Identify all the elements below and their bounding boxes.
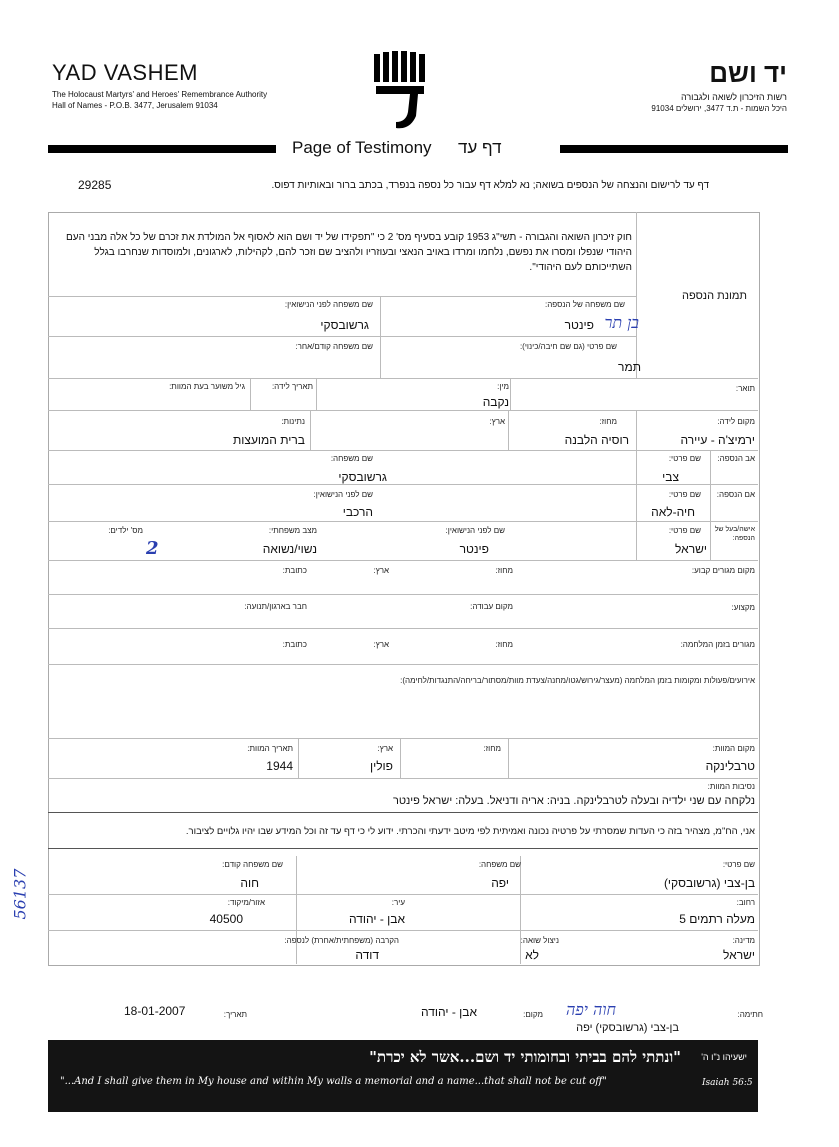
dob-label: תאריך לידה: bbox=[271, 382, 313, 391]
district-label: מחוז: bbox=[599, 417, 617, 426]
workplace-label: מקום עבודה: bbox=[470, 602, 513, 611]
footer-quote-he: "ונתתי להם בביתי ובחומותי יד ושם...אשר לא יכרת" bbox=[369, 1048, 681, 1066]
first-name-value[interactable]: תמר bbox=[618, 360, 641, 374]
country-label: ארץ: bbox=[489, 417, 505, 426]
title-bar-right bbox=[560, 145, 788, 153]
margin-number: 56137 bbox=[10, 868, 30, 920]
nationality-value[interactable]: ברית המועצות bbox=[233, 433, 305, 447]
declaration-text: אני, הח"מ, מצהיר בזה כי העדות שמסרתי על פרטיה נכונה ואמיתית לפי מיטב ידעתי והכרתי. ידוע לי כי דף עד זה וכל המידע שבו יהיו גלויים לציבור. bbox=[185, 826, 755, 837]
page-title-en: Page of Testimony bbox=[292, 138, 432, 157]
submitter-surname-value[interactable]: יפה bbox=[491, 876, 509, 890]
submitter-street-value[interactable]: מעלה רתמים 5 bbox=[679, 912, 755, 926]
org-name-he: יד ושם bbox=[709, 58, 787, 88]
organization-label: חבר בארגון/תנועה: bbox=[244, 602, 307, 611]
title-label: תואר: bbox=[735, 384, 755, 393]
birthplace-label: מקום לידה: bbox=[717, 417, 755, 426]
submitter-city-label: עיר: bbox=[391, 898, 405, 907]
father-first-label: שם פרטי: bbox=[668, 454, 701, 463]
death-country-label: ארץ: bbox=[377, 744, 393, 753]
mother-first-value[interactable]: חיה-לאה bbox=[651, 505, 695, 519]
surname-handwritten: בן תר bbox=[604, 313, 639, 332]
death-place-label: מקום המוות: bbox=[712, 744, 755, 753]
spouse-first-label: שם פרטי: bbox=[668, 526, 701, 535]
photo-label: תמונת הנספה bbox=[682, 290, 747, 302]
gender-label: מין: bbox=[497, 382, 509, 391]
footer-ref-en: Isaiah 56:5 bbox=[702, 1078, 753, 1088]
marital-status-value[interactable]: נשוי/נשואה bbox=[262, 542, 317, 556]
residence-address-label: כתובת: bbox=[282, 566, 307, 575]
occupation-label: מקצוע: bbox=[731, 603, 755, 612]
law-text: חוק זיכרון השואה והגבורה - תשי"ג 1953 קובע בסעיף מס' 2 כי "תפקידו של יד ושם הוא לאסוף אל המולדת את זכרם של כל אלה מבני העם היהודי שנפלו ומסרו את נפשם, נלחמו ומרדו באויב הנאצי ובעוזריו ולהציב שם וזכר להם, לקהילות, לארגונים, ולמוסדות שנחרבו בגלל השתייכותם לעם היהודי". bbox=[66, 232, 632, 273]
wartime-activities-label: אירועים/פעולות ומקומות בזמן המלחמה (מעצר/גירוש/גטו/מחנה/צעדת מוות/מסתור/בריחה/התנגדות/לחימה): bbox=[400, 676, 755, 685]
address-en: Hall of Names - P.O.B. 3477, Jerusalem 91034 bbox=[52, 101, 218, 110]
gender-value[interactable]: נקבה bbox=[482, 395, 509, 409]
submitter-city-value[interactable]: אבן - יהודה bbox=[349, 912, 405, 926]
surname-label: שם משפחה של הנספה: bbox=[544, 300, 625, 309]
submitter-first-value[interactable]: בן-צבי (גרשובסקי) bbox=[663, 876, 755, 890]
relation-value[interactable]: דודה bbox=[355, 948, 379, 962]
death-country-value[interactable]: פולין bbox=[369, 759, 393, 773]
submitter-street-label: רחוב: bbox=[736, 898, 755, 907]
mother-first-label: שם פרטי: bbox=[668, 490, 701, 499]
survivor-label: ניצול שואה: bbox=[520, 936, 559, 945]
residence-district-label: מחוז: bbox=[495, 566, 513, 575]
wartime-country-label: ארץ: bbox=[373, 640, 389, 649]
age-label: גיל משוער בעת המוות: bbox=[169, 382, 245, 391]
org-name-en: YAD VASHEM bbox=[52, 60, 198, 85]
spouse-side-label: אישה/בעל של הנספה: bbox=[714, 526, 755, 542]
address-he: היכל השמות - ת.ד 3477, ירושלים 91034 bbox=[651, 104, 787, 113]
signature-place-value[interactable]: אבן - יהודה bbox=[421, 1005, 477, 1019]
death-date-value[interactable]: 1944 bbox=[266, 759, 293, 773]
intro-line: דף עד לרישום והנצחה של הנספים בשואה; נא למלא דף עבור כל נספה בנפרד, בכתב ברור ובאותיות דפוס. bbox=[271, 180, 709, 191]
submitter-country-label: מדינה: bbox=[732, 936, 755, 945]
death-circumstances-value[interactable]: נלקחה עם שני ילדיה ובעלה לטרבלינקה. בניה: אריה ודניאל. בעלה: ישראל פינטר bbox=[392, 795, 755, 807]
residence-label: מקום מגורים קבוע: bbox=[691, 566, 755, 575]
yad-vashem-logo bbox=[370, 50, 432, 132]
death-district-label: מחוז: bbox=[483, 744, 501, 753]
mother-side-label: אם הנספה: bbox=[716, 490, 755, 499]
footer-ref-he: ישעיהו נ"ו ה' bbox=[701, 1052, 747, 1062]
father-first-value[interactable]: צבי bbox=[662, 470, 679, 484]
spouse-maiden-value[interactable]: פינטר bbox=[459, 542, 489, 556]
signature-label: חתימה: bbox=[737, 1010, 763, 1019]
wartime-address-label: כתובת: bbox=[282, 640, 307, 649]
submitter-prev-value[interactable]: חוה bbox=[240, 876, 259, 890]
marital-status-label: מצב משפחתי: bbox=[268, 526, 317, 535]
submitter-first-label: שם פרטי: bbox=[722, 860, 755, 869]
signature-handwritten: חוה יפה bbox=[566, 1000, 616, 1019]
signature-date-label: תאריך: bbox=[223, 1010, 247, 1019]
submitter-prev-label: שם משפחה קודם: bbox=[222, 860, 283, 869]
page-title-he: דף עד bbox=[458, 138, 502, 157]
residence-country-label: ארץ: bbox=[373, 566, 389, 575]
title-bar-left bbox=[48, 145, 276, 153]
footer-quote-en: "...And I shall give them in My house and within My walls a memorial and a name...that shall not be cut off" bbox=[60, 1076, 607, 1087]
father-side-label: אב הנספה: bbox=[717, 454, 755, 463]
form-number: 29285 bbox=[78, 178, 112, 192]
children-value[interactable]: 2 bbox=[146, 538, 159, 559]
submitter-zip-label: אזור/מיקוד: bbox=[227, 898, 265, 907]
wartime-district-label: מחוז: bbox=[495, 640, 513, 649]
death-date-label: תאריך המוות: bbox=[247, 744, 293, 753]
birthplace-value[interactable]: ירמיצ'ה - עיירה bbox=[680, 433, 755, 447]
maiden-name-value[interactable]: גרשובסקי bbox=[320, 318, 369, 332]
children-label: מס' ילדים: bbox=[108, 526, 143, 535]
submitter-zip-value[interactable]: 40500 bbox=[209, 912, 243, 926]
district-value[interactable]: רוסיה הלבנה bbox=[564, 433, 629, 447]
nationality-label: נתינות: bbox=[281, 417, 305, 426]
death-circumstances-label: נסיבות המוות: bbox=[707, 782, 755, 791]
wartime-residence-label: מגורים בזמן המלחמה: bbox=[680, 640, 755, 649]
mother-maiden-value[interactable]: הרכבי bbox=[342, 505, 373, 519]
spouse-first-value[interactable]: ישראל bbox=[675, 542, 707, 556]
submitter-surname-label: שם משפחה: bbox=[478, 860, 521, 869]
father-surname-value[interactable]: גרשובסקי bbox=[338, 470, 387, 484]
relation-label: הקרבה (משפחתית/אחרת) לנספה: bbox=[284, 936, 399, 945]
spouse-maiden-label: שם לפני הנישואין: bbox=[445, 526, 505, 535]
survivor-value[interactable]: לא bbox=[525, 948, 539, 962]
maiden-name-label: שם משפחה לפני הנישואין: bbox=[284, 300, 373, 309]
father-surname-label: שם משפחה: bbox=[330, 454, 373, 463]
prev-surname-label: שם משפחה קודם/אחר: bbox=[295, 342, 373, 351]
form-frame bbox=[48, 212, 760, 966]
signature-place-label: מקום: bbox=[523, 1010, 543, 1019]
death-place-value[interactable]: טרבלינקה bbox=[705, 759, 755, 773]
org-subtitle-en: The Holocaust Martyrs' and Heroes' Remembrance Authority bbox=[52, 90, 268, 99]
surname-value[interactable]: פינטר bbox=[564, 318, 594, 332]
first-name-label: שם פרטי (גם שם חיבה/כינוי): bbox=[519, 342, 617, 351]
submitter-country-value[interactable]: ישראל bbox=[723, 948, 755, 962]
signature-date-value[interactable]: 18-01-2007 bbox=[124, 1004, 186, 1018]
mother-maiden-label: שם לפני הנישואין: bbox=[313, 490, 373, 499]
org-subtitle-he: רשות הזיכרון לשואה ולגבורה bbox=[680, 92, 787, 102]
signature-name: בן-צבי (גרשובסקי) יפה bbox=[576, 1022, 679, 1034]
